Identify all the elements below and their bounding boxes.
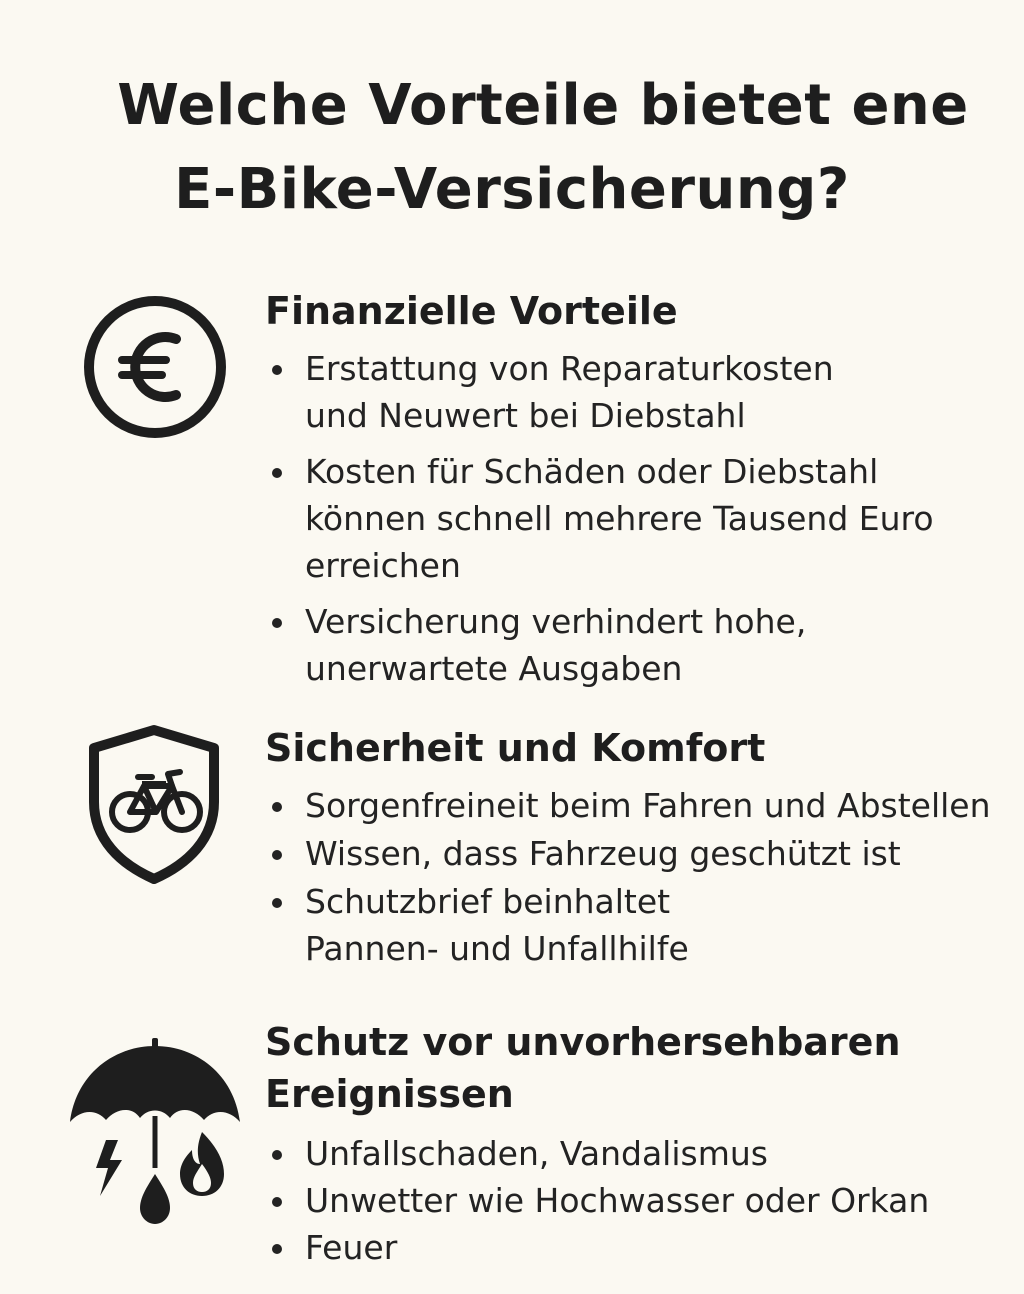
list-item-line: Erstattung von Reparaturkosten [305, 349, 834, 388]
list-item-line: Feuer [305, 1228, 398, 1267]
list-item-line: erreichen [305, 546, 461, 585]
list-item-line: Sorgenfreineit beim Fahren und Abstellen [305, 786, 991, 825]
section-heading [265, 1016, 901, 1120]
list-item-line: Unfallschaden, Vandalismus [305, 1134, 768, 1173]
title-line-1: Welche Vorteile bietet ene [117, 73, 969, 138]
list-item-line: unerwartete Ausgaben [305, 649, 683, 688]
list-item [268, 345, 934, 439]
list-item [268, 782, 991, 829]
list-item-line: können schnell mehrere Tausend Euro [305, 499, 934, 538]
list-item-line: Kosten für Schäden oder Diebstahl [305, 452, 879, 491]
section-heading-line: Schutz vor unvorhersehbaren [265, 1020, 901, 1064]
euro-icon [82, 294, 228, 440]
bullet-list [268, 1130, 929, 1271]
section-heading: Sicherheit und Komfort [265, 726, 766, 770]
list-item-line: Wissen, dass Fahrzeug geschützt ist [305, 834, 901, 873]
list-item-line: Unwetter wie Hochwasser oder Orkan [305, 1181, 930, 1220]
list-item [268, 830, 991, 877]
shield-bicycle-icon [84, 724, 224, 886]
list-item [268, 1177, 929, 1224]
section-heading-line: Ereignissen [265, 1072, 514, 1116]
bullet-list [268, 345, 934, 692]
list-item [268, 1130, 929, 1177]
list-item [268, 448, 934, 589]
list-item-line: Pannen- und Unfallhilfe [305, 929, 689, 968]
section-heading: Finanzielle Vorteile [265, 289, 678, 333]
list-item-line: Schutzbrief beinhaltet [305, 882, 671, 921]
list-item [268, 598, 934, 692]
list-item-line: und Neuwert bei Diebstahl [305, 396, 746, 435]
list-item-line: Versicherung verhindert hohe, [305, 602, 807, 641]
bullet-list [268, 782, 991, 972]
umbrella-hazards-icon [66, 1036, 244, 1230]
list-item [268, 878, 991, 972]
title-line-2: E-Bike-Versicherung? [174, 157, 850, 222]
page-title [0, 64, 1024, 232]
list-item [268, 1224, 929, 1271]
